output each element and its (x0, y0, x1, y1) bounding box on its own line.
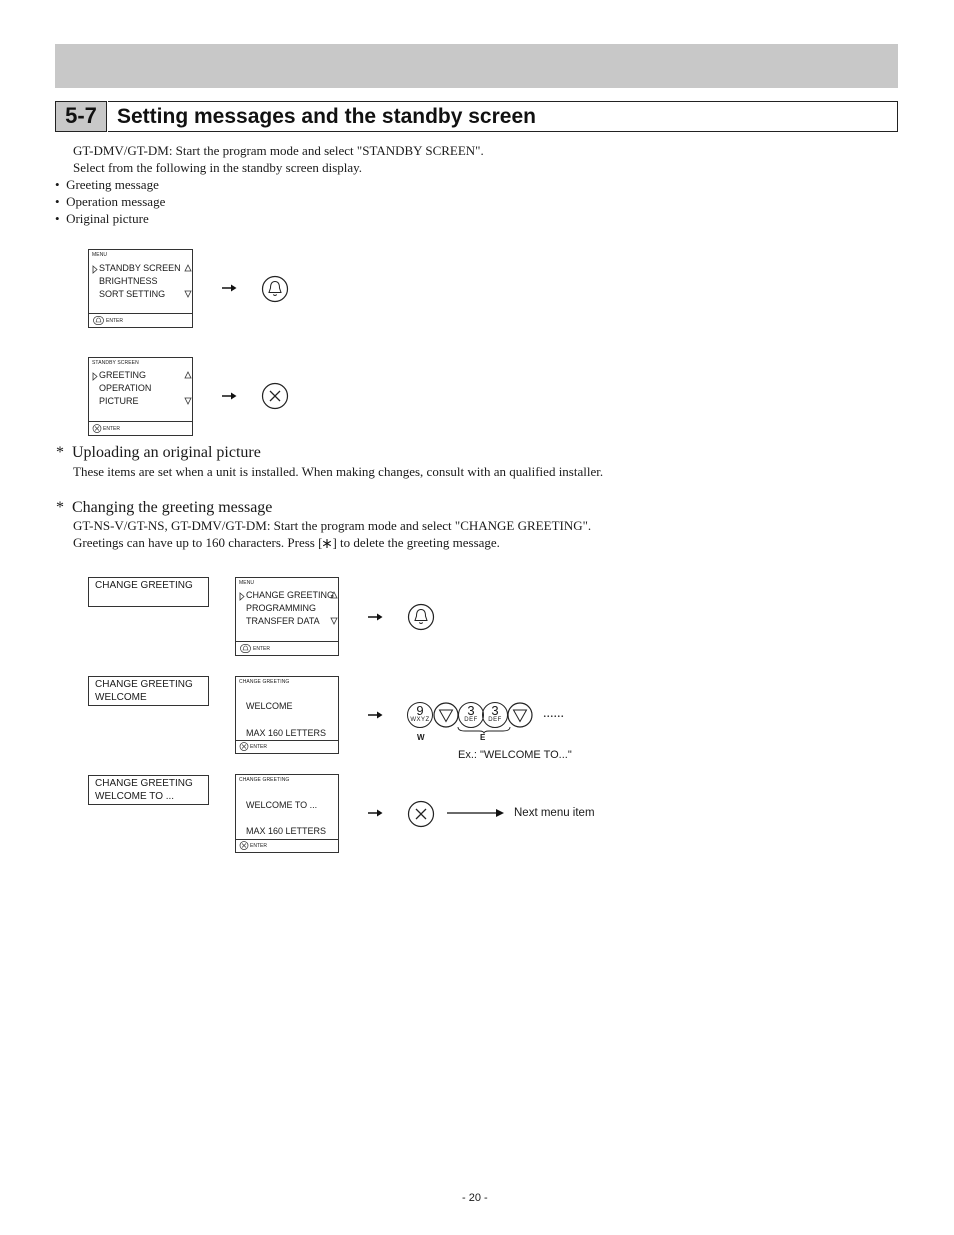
call-bell-button-icon (261, 275, 289, 303)
change-greeting-screen (235, 676, 339, 754)
cross-button-icon (407, 800, 435, 828)
bullet-item: • Greeting message (55, 177, 159, 192)
arrow-right-icon (368, 710, 384, 720)
key-3-button (482, 702, 508, 728)
change-greeting-screen (235, 774, 339, 853)
scroll-down-icon (184, 397, 192, 405)
cross-button-icon (239, 742, 249, 751)
lobby-display-line: WELCOME (95, 692, 147, 703)
greeting-text: WELCOME (246, 701, 293, 711)
bullet-item: • Original picture (55, 211, 149, 226)
menu-item: TRANSFER DATA (246, 616, 320, 626)
scroll-down-icon (330, 617, 338, 625)
down-triangle-button-icon (507, 702, 533, 728)
screen-footer (89, 421, 192, 435)
section-number: 5-7 (55, 101, 107, 132)
selection-triangle-icon (92, 372, 98, 381)
key-9-button (407, 702, 433, 728)
screen-header: CHANGE GREETING (239, 777, 290, 783)
bullet-item: • Operation message (55, 194, 166, 209)
lobby-display-line: CHANGE GREETING (95, 679, 193, 690)
enter-label: ENTER (250, 843, 267, 849)
greeting-line-1: GT-NS-V/GT-NS, GT-DMV/GT-DM: Start the program mode and select "CHANGE GREETING". (73, 518, 592, 533)
standby-screen (88, 357, 193, 436)
screen-header: MENU (239, 580, 255, 586)
ellipsis: ...... (543, 706, 564, 721)
key-letters: DEF (464, 717, 478, 723)
menu-item: CHANGE GREETING (246, 590, 335, 600)
selection-triangle-icon (239, 592, 245, 601)
menu-item: BRIGHTNESS (99, 276, 158, 286)
screen-footer (236, 641, 338, 655)
letter-w-label: W (417, 733, 425, 742)
arrow-right-icon (368, 808, 384, 818)
key-digit: 9 (416, 703, 424, 718)
scroll-down-icon (184, 290, 192, 298)
menu-item: OPERATION (99, 383, 152, 393)
lobby-display (88, 775, 209, 805)
letter-e-label: E (480, 733, 486, 742)
lobby-display (88, 577, 209, 607)
menu-screen (235, 577, 339, 656)
long-arrow-right-icon (447, 808, 507, 818)
enter-label: ENTER (103, 426, 120, 432)
enter-label: ENTER (253, 646, 270, 652)
key-letters: WXYZ (410, 717, 430, 723)
key-digit: 3 (491, 703, 499, 718)
arrow-right-icon (222, 391, 238, 401)
call-bell-button-icon (407, 603, 435, 631)
screen-footer (89, 313, 192, 327)
upload-heading: * Uploading an original picture (56, 444, 261, 461)
lobby-display-line: WELCOME TO ... (95, 791, 175, 802)
menu-screen (88, 249, 193, 328)
bell-icon (93, 316, 104, 325)
lobby-display-line: CHANGE GREETING (95, 580, 193, 591)
lobby-display-line: CHANGE GREETING (95, 778, 193, 789)
greeting-heading: * Changing the greeting message (56, 499, 273, 516)
asterisk-key-icon (322, 538, 332, 549)
example-text: Ex.: "WELCOME TO..." (458, 749, 572, 761)
key-3-button (458, 702, 484, 728)
key-digit: 3 (467, 703, 475, 718)
bell-icon (240, 644, 251, 653)
header-bar (55, 44, 898, 88)
cross-button-icon (261, 382, 289, 410)
menu-item: PROGRAMMING (246, 603, 317, 613)
scroll-up-icon (184, 371, 192, 379)
intro-line-2: Select from the following in the standby screen display. (73, 160, 363, 175)
arrow-right-icon (222, 283, 238, 293)
menu-item: GREETING (99, 370, 147, 380)
menu-item: PICTURE (99, 396, 139, 406)
intro-line-1: GT-DMV/GT-DM: Start the program mode and select "STANDBY SCREEN". (73, 143, 484, 158)
menu-item: STANDBY SCREEN (99, 263, 181, 273)
key-letters: DEF (488, 717, 502, 723)
section-title: Setting messages and the standby screen (108, 101, 898, 132)
enter-label: ENTER (106, 318, 123, 324)
greeting-line-2: Greetings can have up to 160 characters. Press [ ] to delete the greeting message. (73, 535, 500, 550)
selection-triangle-icon (92, 265, 98, 274)
arrow-right-icon (368, 612, 384, 622)
menu-item: SORT SETTING (99, 289, 166, 299)
lobby-display (88, 676, 209, 706)
page-number: - 20 - (462, 1192, 488, 1204)
greeting-text: WELCOME TO ... (246, 800, 318, 810)
down-triangle-button-icon (433, 702, 459, 728)
screen-footer (236, 839, 338, 852)
scroll-up-icon (330, 591, 338, 599)
screen-header: CHANGE GREETING (239, 679, 290, 685)
enter-label: ENTER (250, 744, 267, 750)
upload-text: These items are set when a unit is installed. When making changes, consult with an qualified installer. (73, 464, 604, 479)
next-menu-item-text: Next menu item (514, 807, 595, 819)
max-letters-text: MAX 160 LETTERS (246, 826, 327, 836)
cross-button-icon (92, 424, 102, 433)
scroll-up-icon (184, 264, 192, 272)
screen-footer (236, 740, 338, 753)
max-letters-text: MAX 160 LETTERS (246, 728, 327, 738)
cross-button-icon (239, 841, 249, 850)
screen-header: MENU (92, 252, 108, 258)
screen-header: STANDBY SCREEN (92, 360, 139, 366)
